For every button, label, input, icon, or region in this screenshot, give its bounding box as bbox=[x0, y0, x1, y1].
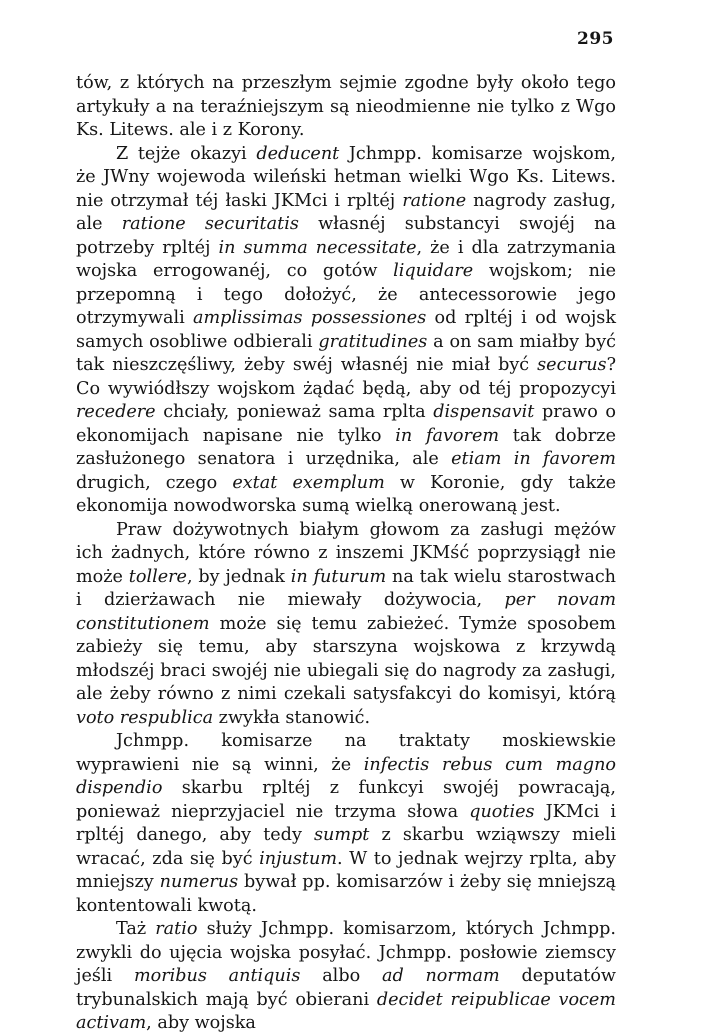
paragraph bbox=[76, 730, 616, 918]
text-run: może się temu zabieżeć. Tymże sposobem zabieży się temu, aby starszyna wojskowa z krzywdą młodszéj braci swojéj nie ubiegali się do nagrody za zasługi, ale żeby równo z nimi czekali satysfakcyi do komisyi, którą bbox=[76, 613, 616, 704]
latin-phrase: securus bbox=[537, 355, 607, 375]
latin-phrase: voto respublica bbox=[76, 707, 214, 728]
paragraph bbox=[76, 519, 616, 731]
latin-phrase: numerus bbox=[159, 872, 239, 892]
text-run: Taż bbox=[116, 919, 156, 939]
latin-phrase: liquidare bbox=[393, 261, 474, 281]
paragraph bbox=[76, 72, 616, 143]
latin-phrase: dispensavit bbox=[433, 402, 535, 422]
text-run: Z tejże okazyi bbox=[116, 143, 257, 164]
page-number: 295 bbox=[577, 29, 614, 49]
text-run: , aby wojska bbox=[146, 1013, 256, 1033]
latin-phrase: infectis rebus cum magno dispendio bbox=[76, 754, 616, 798]
text-run: własnéj substancyi swojéj na potrzeby rpltéj bbox=[76, 214, 616, 258]
text-run: w Koronie, gdy także ekonomija nowodworska sumą wielką onerowaną jest. bbox=[76, 472, 616, 516]
latin-phrase: decidet reipublicae vocem activam bbox=[76, 989, 616, 1033]
text-run: , że i dla zatrzymania wojska errogowanéj, co gotów bbox=[76, 237, 617, 281]
text-run: Jchmpp. komisarze wojskom, że JWny wojewoda wileński hetman wielki Wgo Ks. Litews. nie otrzymał téj łaski JKMci i rpltéj bbox=[76, 143, 617, 211]
text-run: tak dobrze zasłużonego senatora i urzędnika, ale bbox=[76, 425, 616, 469]
latin-phrase: gratitudines bbox=[318, 331, 428, 352]
latin-phrase: amplissimas possessiones bbox=[193, 308, 427, 328]
text-run: drugich, czego bbox=[76, 472, 233, 493]
text-run: wojskom; nie przepomną i tego dołożyć, że antecessorowie jego otrzymywali bbox=[76, 261, 616, 328]
paragraph bbox=[76, 143, 616, 519]
text-run: nagrody zasług, ale bbox=[76, 190, 616, 234]
latin-phrase: ratione securitatis bbox=[121, 214, 299, 234]
text-run: chciały, ponieważ sama rplta bbox=[155, 402, 434, 422]
latin-phrase: in summa necessitate bbox=[218, 237, 417, 258]
text-run: z skarbu wziąwszy mieli wracać, zda się być bbox=[76, 825, 616, 869]
text-run: JKMci i rpltéj danego, aby tedy bbox=[76, 801, 617, 845]
latin-phrase: per novam constitutionem bbox=[76, 590, 617, 634]
latin-phrase: extat exemplum bbox=[232, 472, 385, 493]
text-run: skarbu rpltéj z funkcyi swojéj powracają, ponieważ nieprzyjaciel nie trzyma słowa bbox=[76, 778, 616, 822]
paragraph bbox=[76, 918, 616, 1036]
text-run: a on sam miałby być tak nieszczęśliwy, żeby swéj własnéj nie miał być bbox=[76, 331, 616, 375]
latin-phrase: ratione bbox=[402, 190, 467, 211]
latin-phrase: in favorem bbox=[395, 425, 500, 446]
text-run: prawo o ekonomijach napisane nie tylko bbox=[76, 402, 616, 446]
latin-phrase: quoties bbox=[469, 801, 535, 822]
text-run: Praw dożywotnych białym głowom za zasługi mężów ich żadnych, które równo z inszemi JKMść poprzysiągł nie może bbox=[76, 519, 616, 587]
latin-phrase: injustum bbox=[259, 848, 337, 869]
text-run: od rpltéj i od wojsk samych osobliwe odbierali bbox=[76, 308, 616, 352]
latin-phrase: deducent bbox=[256, 143, 340, 164]
latin-phrase: sumpt bbox=[314, 825, 370, 845]
text-run: zwykła stanowić. bbox=[213, 707, 371, 728]
latin-phrase: recedere bbox=[76, 402, 156, 422]
latin-phrase: ad normam bbox=[381, 966, 500, 986]
text-run: bywał pp. komisarzów i żeby się mniejszą kontentowali kwotą. bbox=[76, 872, 616, 916]
text-run: deputatów trybunalskich mają być obierani bbox=[76, 966, 616, 1010]
text-run: tów, z których na przeszłym sejmie zgodne były około tego artykuły a na teraźniejszym są nieodmienne nie tylko z Wgo Ks. Litews. ale i z Korony. bbox=[76, 73, 616, 140]
text-run: . W to jednak wejrzy rplta, aby mniejszy bbox=[76, 848, 616, 892]
text-run: albo bbox=[300, 966, 382, 986]
latin-phrase: etiam in favorem bbox=[451, 449, 616, 469]
latin-phrase: tollere bbox=[128, 566, 187, 587]
latin-phrase: ratio bbox=[155, 919, 198, 939]
latin-phrase: in futurum bbox=[290, 566, 387, 587]
body-text bbox=[76, 72, 616, 1036]
text-run: na tak wielu starostwach i dzierżawach nie miewały dożywocia, bbox=[76, 566, 616, 610]
text-run: ? Co wywiódłszy wojskom żądać będą, aby od téj propozycyi bbox=[76, 355, 616, 399]
text-run: Jchmpp. komisarze na traktaty moskiewskie wyprawieni nie są winni, że bbox=[76, 731, 616, 775]
latin-phrase: moribus antiquis bbox=[133, 966, 301, 986]
text-run: służy Jchmpp. komisarzom, których Jchmpp. zwykli do ujęcia wojska posyłać. Jchmpp. posłowie ziemscy jeśli bbox=[76, 919, 616, 986]
text-run: , by jednak bbox=[186, 566, 291, 587]
